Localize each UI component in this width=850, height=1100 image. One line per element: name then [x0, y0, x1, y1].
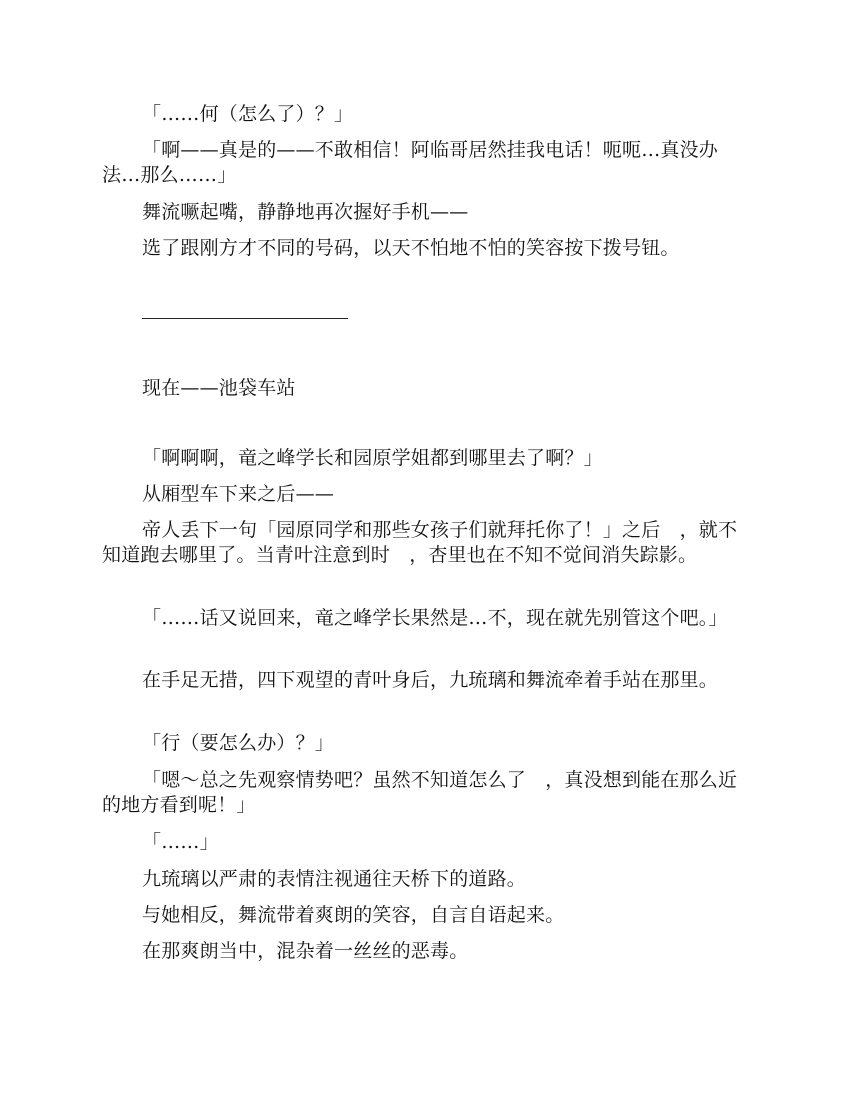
- paragraph-9: 在手足无措，四下观望的青叶身后，九琉璃和舞流牵着手站在那里。: [142, 669, 719, 691]
- section-divider: [142, 318, 348, 319]
- section-heading: 现在——池袋车站: [142, 377, 296, 399]
- paragraph-6: 从厢型车下来之后——: [142, 483, 335, 505]
- paragraph-15: 在那爽朗当中，混杂着一丝丝的恶毒。: [142, 940, 469, 962]
- paragraph-10: 「行（要怎么办）？」: [142, 732, 335, 754]
- paragraph-2: 「啊——真是的——不敢相信！阿临哥居然挂我电话！呃呃…真没办法…那么……」: [102, 139, 719, 186]
- paragraph-5: 「啊啊啊，竜之峰学长和园原学姐都到哪里去了啊？」: [142, 447, 603, 469]
- paragraph-12: 「……」: [142, 831, 219, 853]
- paragraph-3: 舞流噘起嘴，静静地再次握好手机——: [142, 201, 469, 223]
- paragraph-14: 与她相反，舞流带着爽朗的笑容，自言自语起来。: [142, 904, 565, 926]
- paragraph-11: 「嗯～总之先观察情势吧？虽然不知道怎么了 ，真没想到能在那么近的地方看到呢！」: [102, 769, 738, 816]
- paragraph-7: 帝人丢下一句「园原同学和那些女孩子们就拜托你了！」之后 ，就不知道跑去哪里了。当青叶注意到时 ，杏里也在不知不觉间消失踪影。: [102, 519, 738, 566]
- paragraph-1: 「……何（怎么了）？」: [142, 103, 354, 125]
- paragraph-8: 「……话又说回来，竜之峰学长果然是…不，现在就先别管这个吧。」: [142, 607, 728, 629]
- paragraph-13: 九琉璃以严肃的表情注视通往天桥下的道路。: [142, 868, 527, 890]
- paragraph-4: 选了跟刚方才不同的号码，以天不怕地不怕的笑容按下拨号钮。: [142, 237, 680, 259]
